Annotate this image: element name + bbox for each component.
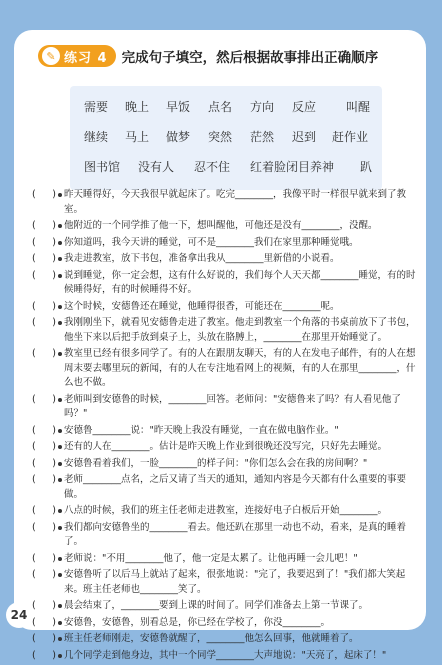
sentence-text: 老师叫到安德鲁的时候，________回答。老师问："安德鲁来了吗？有人看见他了吗？" [64,393,401,419]
word-item: 趴 [360,160,373,174]
answer-parentheses[interactable]: ( ) [32,474,56,485]
word-item: 忍不住 [194,160,231,174]
bullet-icon [58,621,62,625]
bullet-icon [58,573,62,577]
list-item [32,236,416,251]
exercise-card [14,30,426,661]
list-item [32,473,416,502]
list-item [32,632,416,647]
list-item [32,219,416,234]
word-item: 茫然 [250,130,275,144]
sentence-text: 晨会结束了，________要到上课的时间了。同学们准备去上第一节课了。 [64,600,369,611]
list-item [32,552,416,567]
word-item: 晚上 [125,100,150,114]
sentence-text: 他附近的一个同学推了他一下，想叫醒他，可他还是没有________，没醒。 [64,220,378,231]
answer-parentheses[interactable]: ( ) [32,220,56,231]
list-item [32,616,416,631]
sentence-text: 这个时候，安德鲁还在睡觉，他睡得很香，可能还在________呢。 [64,300,340,312]
sentence-text: 昨天睡得好，今天我很早就起床了。吃完________，我像平时一样很早就来到了教室。 [64,189,407,215]
bullet-icon [58,429,62,433]
word-item: 突然 [208,130,233,144]
word-item: 继续 [84,130,109,144]
word-item: 做梦 [166,130,191,144]
sentence-text: 我们都向安德鲁坐的________看去。他还趴在那里一动也不动，看来，是真的睡着了。 [64,521,407,547]
word-bank-row-3 [70,158,382,178]
sentence-text: 我刚刚坐下，就看见安德鲁走进了教室。他走到教室一个角落的书桌前放下了书包，他坐下来以后把手放到桌子上，头放在胳膊上，________在那里开始睡觉了。 [64,317,416,343]
word-item: 赶作业 [332,130,369,144]
word-item: 马上 [125,130,150,144]
bullet-icon [58,257,62,261]
word-item: 点名 [208,100,233,114]
bullet-icon [58,193,62,197]
word-item: 图书馆 [84,160,121,174]
answer-parentheses[interactable]: ( ) [32,552,56,564]
bullet-icon [58,604,62,608]
word-item: 早饭 [166,100,191,114]
exercise-badge [38,45,116,67]
bullet-icon [58,478,62,482]
list-item [32,440,416,455]
sentence-text: 还有的人在________。估计是昨天晚上作业到很晚还没写完，只好先去睡觉。 [64,441,388,452]
pencil-icon: ✎ [42,47,60,65]
bullet-icon [58,274,62,278]
list-item [32,424,416,439]
answer-parentheses[interactable]: ( ) [32,633,56,644]
answer-parentheses[interactable]: ( ) [32,616,56,628]
sentence-text: 安德鲁________说："昨天晚上我没有睡觉，一直在做电脑作业。" [64,424,339,436]
list-item [32,347,416,391]
list-item [32,252,416,267]
answer-parentheses[interactable]: ( ) [32,521,56,533]
answer-parentheses[interactable]: ( ) [32,441,56,452]
answer-parentheses[interactable]: ( ) [32,189,56,200]
list-item [32,521,416,550]
answer-parentheses[interactable]: ( ) [32,424,56,436]
sentence-text: 八点的时候，我们的班主任老师走进教室，连接好电子白板后开始________。 [64,505,388,516]
bullet-icon [58,352,62,356]
list-item [32,599,416,614]
page-number: 24 [6,602,32,628]
list-item [32,649,416,664]
answer-parentheses[interactable]: ( ) [32,269,56,281]
sentence-text: 安德鲁看着我们，一脸________的样子问："你们怎么会在我的房间啊？" [64,457,368,469]
list-item [32,457,416,472]
answer-parentheses[interactable]: ( ) [32,348,56,359]
sentence-text: 教室里已经有很多同学了。有的人在跟朋友聊天，有的人在发电子邮件，有的人在想周末要去哪里玩的新闻，有的人在专注地看网上的视频，有的人在那里________，什么也不做。 [64,348,416,388]
bullet-icon [58,224,62,228]
bullet-icon [58,305,62,309]
answer-parentheses[interactable]: ( ) [32,300,56,312]
sentence-text: 说到睡觉，你一定会想，这有什么好说的，我们每个人天天都________睡觉，有的时候睡得好，有的时候睡得不好。 [64,269,416,295]
sentence-text: 几个同学走到他身边，其中一个同学________大声地说："天亮了，起床了！" [64,649,387,661]
word-bank-row-1 [70,98,382,118]
list-item [32,300,416,315]
word-item: 方向 [250,100,275,114]
sentence-text: 班主任老师刚走，安德鲁就醒了，________他怎么回事，他就睡着了。 [64,633,359,644]
answer-parentheses[interactable]: ( ) [32,505,56,516]
word-item: 没有人 [138,160,175,174]
sentence-text: 安德鲁听了以后马上就站了起来，很张地说："完了，我要迟到了！"我们都大笑起来。班主任老师也________笑了。 [64,569,406,595]
sentence-text: 你知道吗，我今天讲的睡觉，可不是________我们在家里那种睡觉哦。 [64,236,359,248]
word-item: 反应 [292,100,317,114]
word-bank-row-2 [70,128,382,148]
bullet-icon [58,321,62,325]
exercise-title: 完成句子填空，然后根据故事排出正确顺序 [121,50,379,66]
list-item [32,316,416,345]
bullet-icon [58,654,62,658]
sentence-text: 老师________点名，之后又请了当天的通知，通知内容是今天都有什么重要的事要做。 [64,474,407,500]
bullet-icon [58,398,62,402]
answer-parentheses[interactable]: ( ) [32,317,56,328]
answer-parentheses[interactable]: ( ) [32,569,56,580]
bullet-icon [58,509,62,513]
answer-parentheses[interactable]: ( ) [32,600,56,611]
word-item: 红着脸闭目养神 [250,160,335,174]
list-item [32,269,416,298]
bullet-icon [58,637,62,641]
bullet-icon [58,557,62,561]
exercise-number: 练习 4 [64,50,108,66]
sentence-list [32,188,416,665]
answer-parentheses[interactable]: ( ) [32,649,56,661]
word-item: 需要 [84,100,109,114]
list-item [32,188,416,217]
answer-parentheses[interactable]: ( ) [32,457,56,469]
word-item: 迟到 [292,130,317,144]
answer-parentheses[interactable]: ( ) [32,236,56,248]
list-item [32,504,416,519]
word-item: 叫醒 [346,100,371,114]
exercise-header [38,44,378,68]
answer-parentheses[interactable]: ( ) [32,393,56,405]
sentence-text: 老师说："不用________他了，他一定是太累了。让他再睡一会儿吧！" [64,552,358,564]
bullet-icon [58,241,62,245]
sentence-text: 我走进教室，放下书包，准备拿出我从________里新借的小说看。 [64,253,340,264]
list-item [32,393,416,422]
sentence-text: 安德鲁，安德鲁，别看总是，你已经在学校了，你没________。 [64,616,331,628]
list-item [32,568,416,597]
bullet-icon [58,445,62,449]
word-bank [70,86,382,190]
bullet-icon [58,526,62,530]
bullet-icon [58,462,62,466]
answer-parentheses[interactable]: ( ) [32,253,56,264]
